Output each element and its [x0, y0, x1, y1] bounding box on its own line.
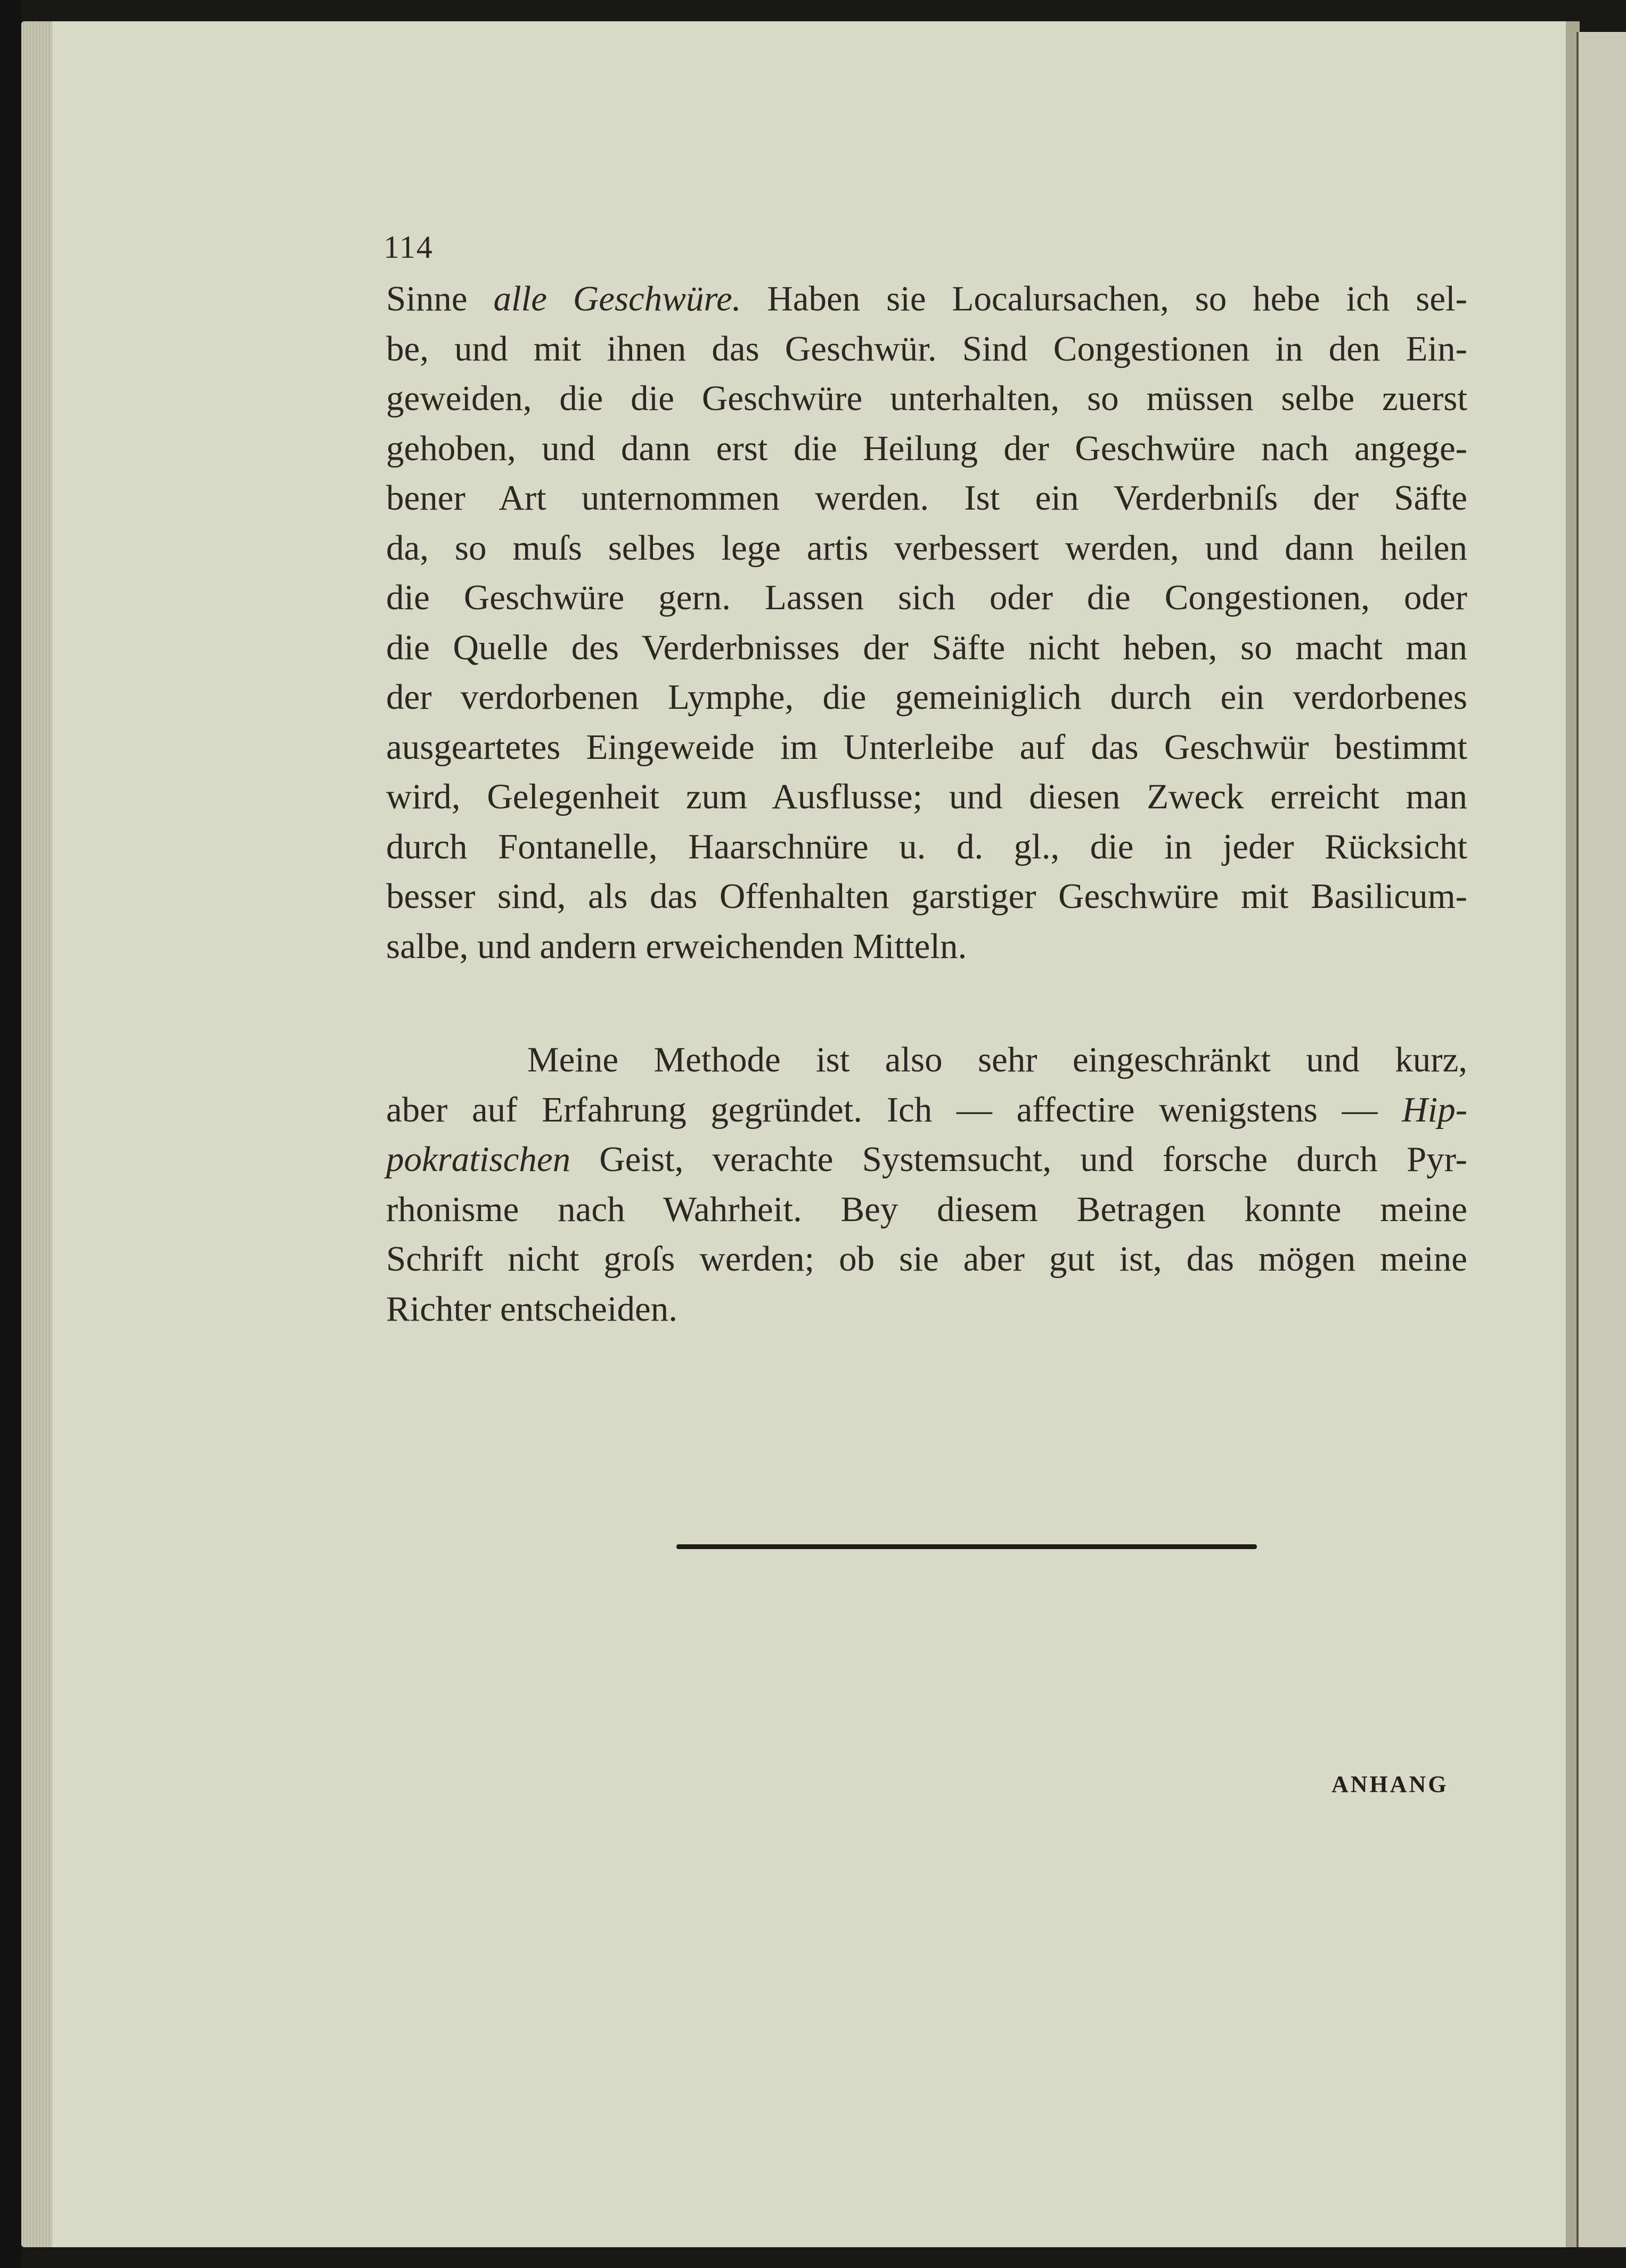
italic-phrase: pokratischen: [386, 1140, 571, 1179]
text-line: bener Art unternommen werden. Ist ein Verderbniſs der Säfte: [386, 478, 1467, 518]
text-line: rhonisme nach Wahrheit. Bey diesem Betragen konnte meine: [386, 1189, 1467, 1229]
italic-phrase: Hip-: [1402, 1090, 1467, 1129]
text-line: da, so muſs selbes lege artis verbessert werden, und dann heilen: [386, 528, 1467, 568]
text-line: die Geschwüre gern. Lassen sich oder die Congestionen, oder: [386, 578, 1467, 617]
text-line: gehoben, und dann erst die Heilung der Geschwüre nach angege-: [386, 428, 1467, 468]
text-line: salbe, und andern erweichenden Mitteln.: [386, 926, 967, 966]
page-edges-stack: [21, 21, 52, 2247]
text-line: Sinne alle Geschwüre. Haben sie Localursachen, so hebe ich sel-: [386, 279, 1467, 318]
text-line: ausgeartetes Eingeweide im Unterleibe auf das Geschwür bestimmt: [386, 727, 1467, 767]
text-line: besser sind, als das Offenhalten garstiger Geschwüre mit Basilicum-: [386, 877, 1467, 916]
section-divider-rule: [676, 1544, 1257, 1549]
text-line: Meine Methode ist also sehr eingeschränkt und kurz,: [527, 1040, 1467, 1079]
text-line: pokratischen Geist, verachte Systemsucht, und forsche durch Pyr-: [386, 1140, 1467, 1179]
italic-phrase: alle Geschwüre.: [493, 279, 741, 318]
text-line: geweiden, die die Geschwüre unterhalten, so müssen selbe zuerst: [386, 379, 1467, 418]
text-line: der verdorbenen Lymphe, die gemeiniglich durch ein verdorbenes: [386, 677, 1467, 717]
paragraph: [386, 274, 1467, 971]
catchword: ANHANG: [1331, 1771, 1449, 1797]
text-line: wird, Gelegenheit zum Ausflusse; und diesen Zweck erreicht man: [386, 777, 1467, 816]
book-spine-shadow: [0, 0, 21, 2268]
body-text: [386, 274, 1467, 1334]
text-line: be, und mit ihnen das Geschwür. Sind Congestionen in den Ein-: [386, 329, 1467, 369]
text-line: die Quelle des Verderbnisses der Säfte nicht heben, so macht man: [386, 627, 1467, 667]
facing-page-edge: [1576, 32, 1626, 2247]
text-line: aber auf Erfahrung gegründet. Ich — affectire wenigstens — Hip-: [386, 1090, 1467, 1129]
text-line: durch Fontanelle, Haarschnüre u. d. gl., die in jeder Rücksicht: [386, 826, 1467, 866]
paragraph-gap: [386, 971, 1467, 1035]
paragraph: [386, 1035, 1467, 1334]
text-line: Schrift nicht groſs werden; ob sie aber gut ist, das mögen meine: [386, 1239, 1467, 1279]
text-line: Richter entscheiden.: [386, 1289, 677, 1329]
page-number: 114: [383, 230, 434, 265]
